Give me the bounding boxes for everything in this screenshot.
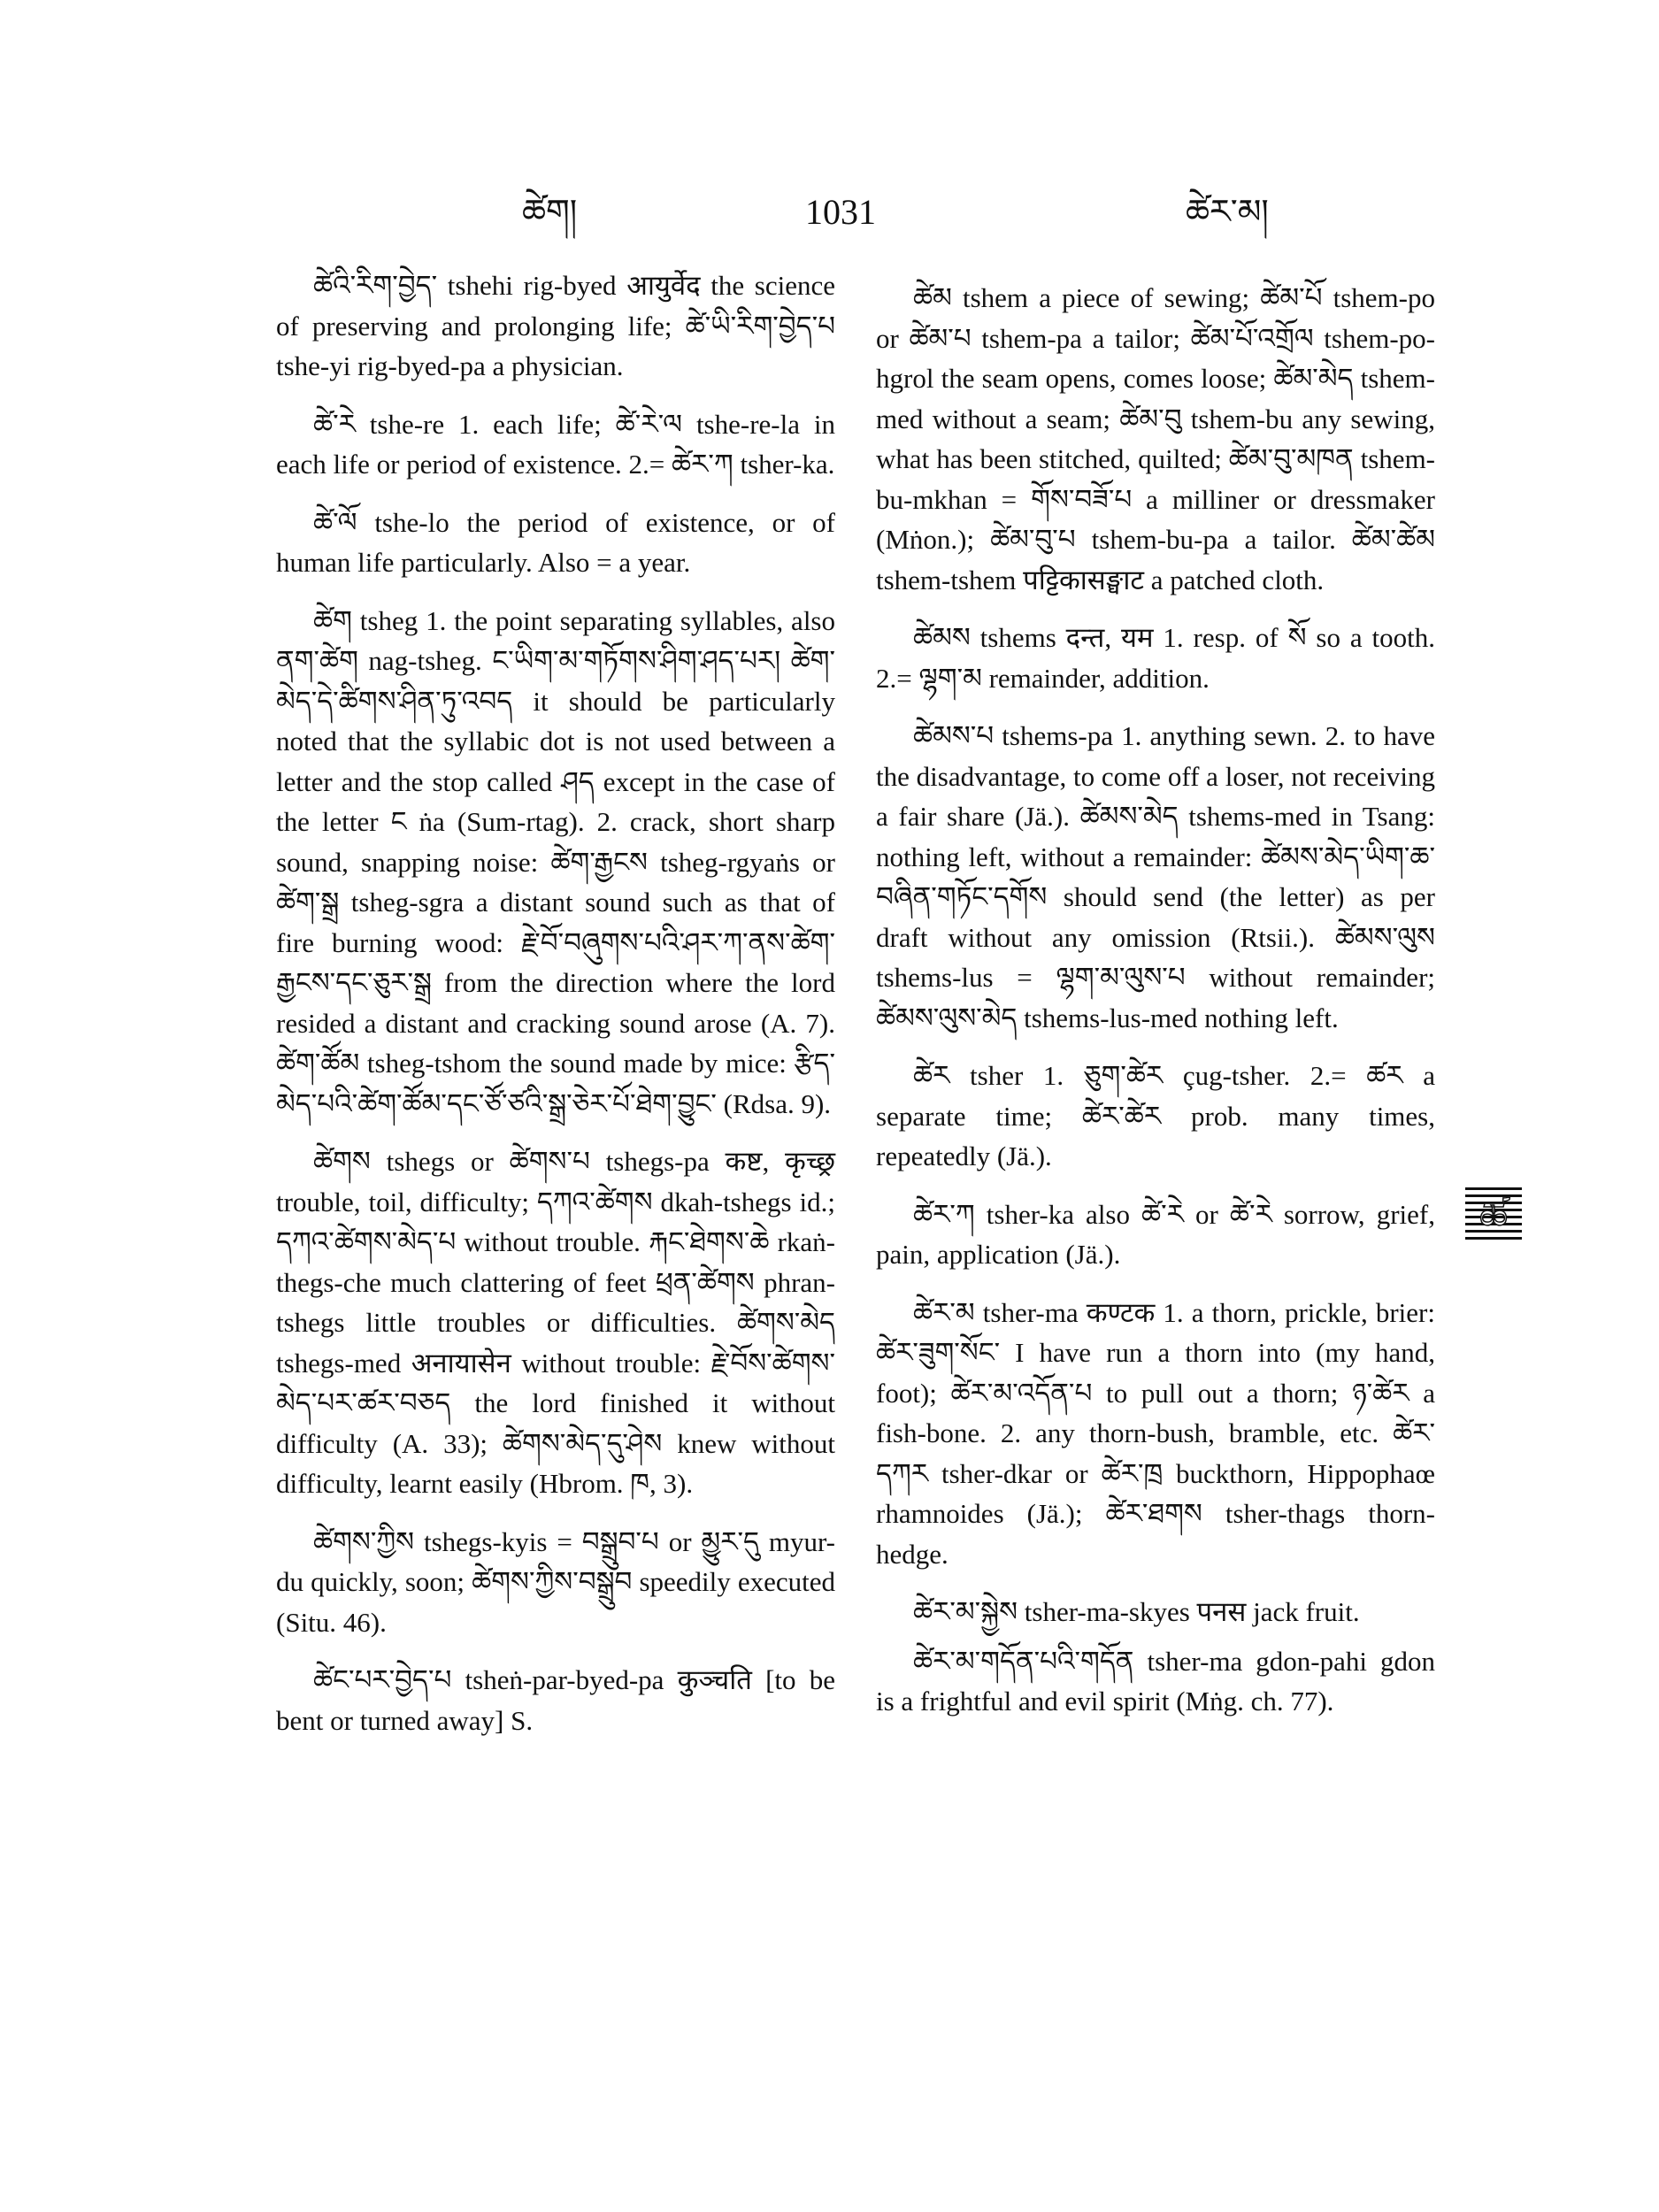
- entry-tsheg: ཚེག tsheg 1. the point separating syllables, also ནག་ཚེག nag-tsheg. ང་ཡིག་མ་གཏོགས་ཤིག་ཤད་པར། ཚེག་མེད་དེ་ཚིགས་ཤིན་ཏུ་འབད it should be particularly noted that the syllabic dot is not used between a letter and the stop called ཤད except in the case of the letter ང ṅa (Sum-rtag). 2. crack, short sharp sound, snapping noise: ཚེག་རྒྱངས tsheg-rgyaṅs or ཚེག་སྒྲ tsheg-sgra a distant sound such as that of fire burning wood: རྗེ་བོ་བཞུགས་པའི་ཤར་ཀ་ནས་ཚེག་རྒྱངས་དང་ཅུར་སྒྲ from the direction where the lord resided a distant and cracking sound arose (A. 7). ཚེག་ཚོམ tsheg-tshom the sound made by mice: རྩིད་མེད་པའི་ཚེག་ཚོམ་དང་ཙོ་ཙའི་སྒྲ་ཅེར་པོ་ཐེག་བྱུང་ (Rdsa. 9).: [276, 604, 835, 1119]
- entry-tshems: ཚེམས tshems दन्त, यम 1. resp. of སོ so a tooth. 2.= ལྷག་མ remainder, addition.: [876, 622, 1435, 694]
- entry-tsher-ma-gdon: ཚེར་མ་གདོན་པའི་གདོན tsher-ma gdon-pahi gdon is a frightful and evil spirit (Mṅg. ch. 77).: [876, 1645, 1435, 1717]
- thumb-index-letter: ཚ: [1479, 1194, 1508, 1240]
- page-header: [265, 186, 1442, 248]
- entry-tshen-par-byed-pa: ཚེང་པར་བྱེད་པ tsheṅ-par-byed-pa कुञ्चति [to be bent or turned away] S.: [276, 1664, 835, 1736]
- entry-tshegs-kyis: ཚེགས་ཀྱིས tshegs-kyis = བསྒྲུབ་པ or མྱུར་དུ myur-du quickly, soon; ཚེགས་ཀྱིས་བསྒྲུབ speedily executed (Situ. 46).: [276, 1525, 835, 1638]
- entry-tshe-re: ཚེ་རེ tshe-re 1. each life; ཚེ་རེ་ལ tshe-re-la in each life or period of existence. 2.= ཚེར་ཀ tsher-ka.: [276, 408, 835, 480]
- thumb-index-marker: [1465, 1184, 1522, 1248]
- entry-tsher-ma: ཚེར་མ tsher-ma कण्टक 1. a thorn, prickle, brier: ཚེར་ཟུག་སོང་ I have run a thorn into (my hand, foot); ཚེར་མ་འདོན་པ to pull out a thorn; ཉ་ཚེར a fish-bone. 2. any thorn-bush, bramble, etc. ཚེར་དཀར tsher-dkar or ཚེར་ཁྲ buckthorn, Hippophaœ rhamnoides (Jä.); ཚེར་ཐགས tsher-thags thorn-hedge.: [876, 1296, 1435, 1570]
- thumb-index-icon: [1465, 1184, 1522, 1248]
- left-guide-word: ཚེག།: [522, 194, 578, 231]
- left-column: [276, 265, 835, 1758]
- entry-tsher-ka: ཚེར་ཀ tsher-ka also ཚེ་རེ or ཚེ་རེ sorrow, grief, pain, application (Jä.).: [876, 1198, 1435, 1270]
- entry-tshe-lo: ཚེ་ལོ tshe-lo the period of existence, or of human life particularly. Also = a year.: [276, 506, 835, 578]
- right-column: [876, 265, 1435, 1731]
- entry-tsher-ma-skyes: ཚེར་མ་སྐྱེས tsher-ma-skyes पनस jack fruit.: [913, 1596, 1360, 1627]
- entry-tshehi-rig-byed: ཚེའི་རིག་བྱེད་ tshehi rig-byed आयुर्वेद the science of preserving and prolonging life; ཚེ་ཡི་རིག་བྱེད་པ tshe-yi rig-byed-pa a physician.: [276, 270, 835, 381]
- right-guide-word: ཚེར་མ།: [1186, 194, 1269, 231]
- page-number: 1031: [805, 192, 876, 232]
- entry-tshems-pa: ཚེམས་པ tshems-pa 1. anything sewn. 2. to have the disadvantage, to come off a loser, not receiving a fair share (Jä.). ཚེམས་མེད tshems-med in Tsang: nothing left, without a remainder: ཚེམས་མེད་ཡིག་ཆ་བཞིན་གཏོང་དགོས should send (the letter) as per draft without any omission (Rtsii.). ཚེམས་ལུས tshems-lus = ལྷག་མ་ལུས་པ without remainder; ཚེམས་ལུས་མེད tshems-lus-med nothing left.: [876, 720, 1435, 1033]
- entry-tsher: ཚེར tsher 1. ཅུག་ཚེར çug-tsher. 2.= ཚར a separate time; ཚེར་ཚེར prob. many times, repeatedly (Jä.).: [876, 1060, 1435, 1171]
- entry-tshegs: ཚེགས tshegs or ཚེགས་པ tshegs-pa कष्ट, कृच्छ्र trouble, toil, difficulty; དཀའ་ཚེགས dkah-tshegs id.; དཀའ་ཚེགས་མེད་པ without trouble. རྐང་ཐེགས་ཆེ rkaṅ-thegs-che much clattering of feet ཕྲན་ཚེགས phran-tshegs little troubles or difficulties. ཚེགས་མེད tshegs-med अनायासेन without trouble: རྗེ་བོས་ཚེགས་མེད་པར་ཚར་བཅད the lord finished it without difficulty (A. 33); ཚེགས་མེད་དུ་ཤེས knew without difficulty, learnt easily (Hbrom. ཁ, 3).: [276, 1146, 835, 1499]
- entry-tshem: ཚེམ tshem a piece of sewing; ཚེམ་པོ tshem-po or ཚེམ་པ tshem-pa a tailor; ཚེམ་པོ་འགྲོལ tshem-po-hgrol the seam opens, comes loose; ཚེམ་མེད tshem-med without a seam; ཚེམ་བུ tshem-bu any sewing, what has been stitched, quilted; ཚེམ་བུ་མཁན tshem-bu-mkhan = གོས་བཟོ་པ a milliner or dressmaker (Mṅon.); ཚེམ་བུ་པ tshem-bu-pa a tailor. ཚེམ་ཚེམ tshem-tshem पट्टिकासङ्घाट a patched cloth.: [876, 282, 1435, 595]
